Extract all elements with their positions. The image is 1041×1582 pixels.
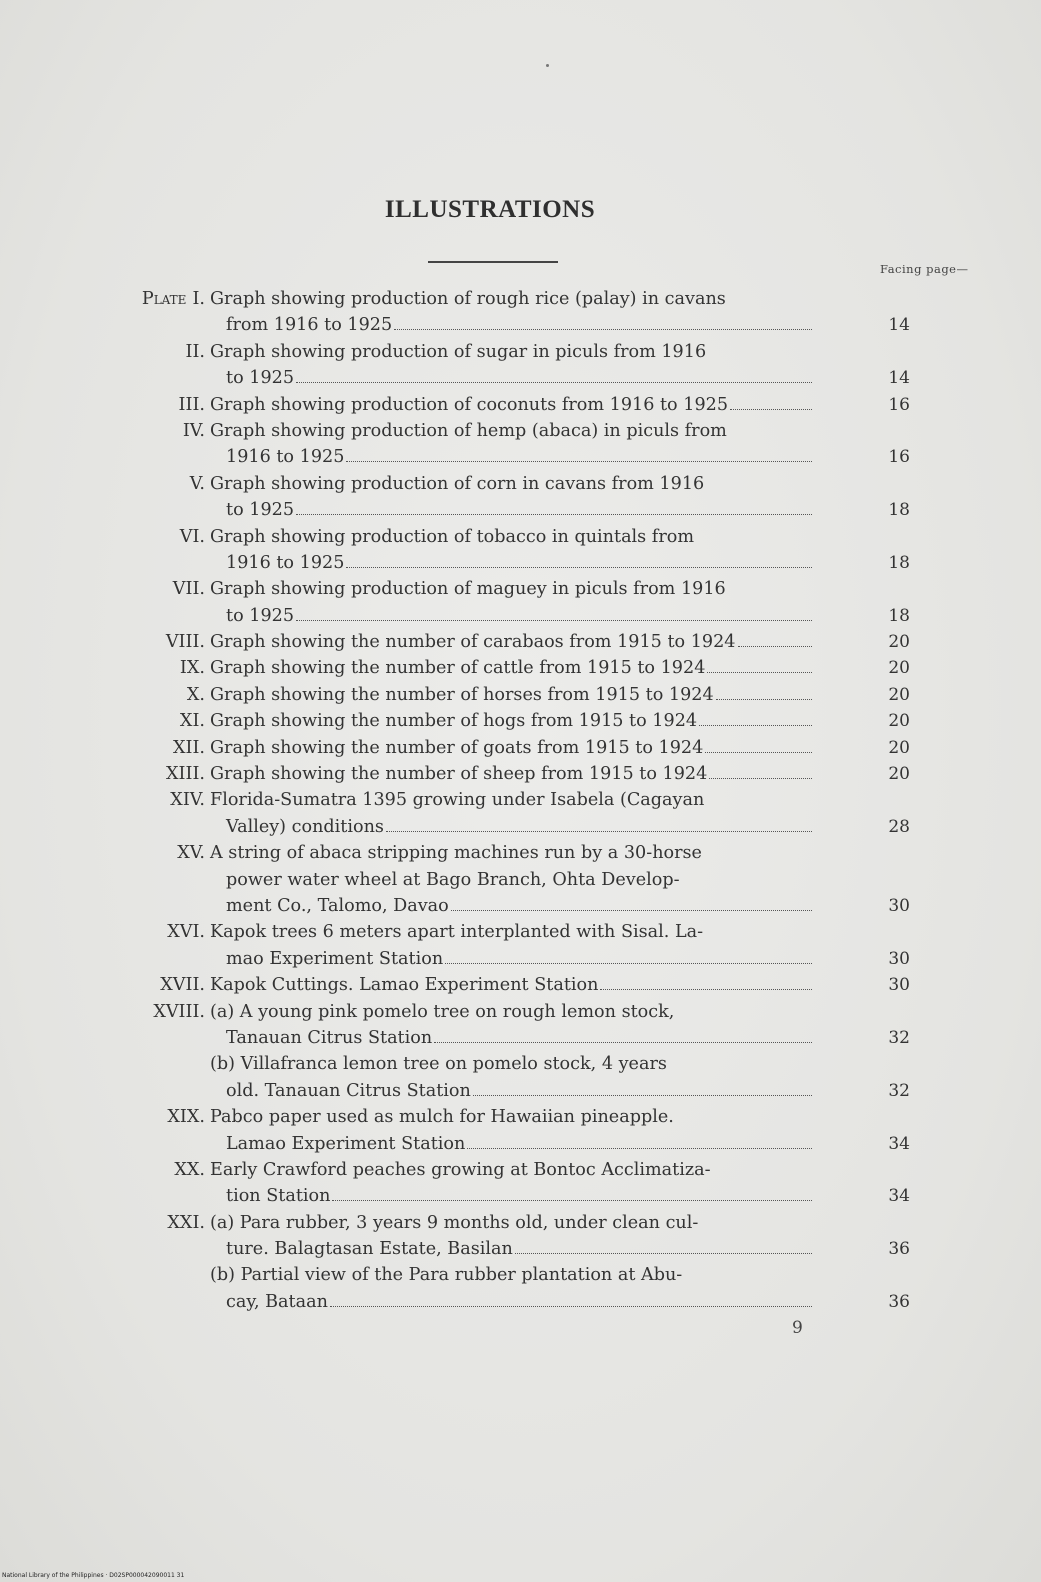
illustration-entry [90, 576, 910, 629]
page-title: ILLUSTRATIONS [384, 196, 596, 223]
entry-line [90, 1078, 910, 1104]
plate-numeral: VI. [179, 526, 205, 547]
entry-line [90, 972, 910, 998]
illustration-entry [90, 999, 910, 1052]
entry-caption: Graph showing production of corn in cavans from 1916 [210, 473, 705, 494]
plate-numeral: XV. [177, 843, 205, 864]
entry-caption: Graph showing production of coconuts from 1916 to 1925 [210, 394, 729, 415]
plate-number [160, 972, 205, 998]
plate-number [142, 286, 205, 312]
entry-line [90, 893, 910, 919]
plate-numeral: XI. [179, 711, 205, 732]
illustration-entry [90, 655, 910, 681]
dot-leader [332, 1199, 812, 1201]
plate-number [167, 919, 205, 945]
illustration-entry [90, 524, 910, 577]
illustration-entry [90, 735, 910, 761]
illustration-entry [90, 1104, 910, 1157]
dot-leader [738, 645, 813, 647]
illustration-entry [90, 418, 910, 471]
entry-caption-continued: Lamao Experiment Station [226, 1133, 466, 1154]
illustration-entry [90, 919, 910, 972]
illustration-entry [90, 1210, 910, 1263]
entry-caption-continued: to 1925 [226, 605, 295, 626]
illustration-entry [90, 471, 910, 524]
entry-caption: Graph showing production of rough rice (palay) in cavans [210, 289, 726, 309]
entry-line [90, 1051, 910, 1077]
illustration-entry [90, 392, 910, 418]
plate-number [166, 761, 205, 787]
entry-caption: Graph showing production of tobacco in quintals from [210, 526, 694, 547]
entry-caption: Pabco paper used as mulch for Hawaiian pineapple. [210, 1107, 674, 1128]
facing-page-number: 20 [888, 658, 910, 679]
plate-number [180, 524, 205, 550]
entry-caption: Kapok Cuttings. Lamao Experiment Station [210, 975, 599, 996]
page-number: 9 [792, 1318, 803, 1338]
plate-number [180, 655, 205, 681]
dot-leader [330, 1305, 812, 1307]
dot-leader [386, 830, 812, 832]
plate-numeral: VIII. [165, 632, 205, 653]
illustration-entry [90, 629, 910, 655]
entry-line [90, 312, 910, 338]
entry-caption-continued: old. Tanauan Citrus Station [226, 1080, 471, 1101]
entry-caption: (b) Partial view of the Para rubber plantation at Abu- [210, 1265, 683, 1286]
facing-page-number: 18 [888, 500, 910, 521]
illustrations-list [90, 286, 910, 1315]
plate-number [167, 1104, 205, 1130]
entry-line [90, 840, 910, 866]
entry-line [90, 814, 910, 840]
dot-leader [346, 460, 812, 462]
entry-line [90, 761, 910, 787]
plate-numeral: X. [186, 684, 205, 705]
entry-line [90, 946, 910, 972]
plate-numeral: IX. [179, 658, 205, 679]
entry-caption: Graph showing production of hemp (abaca) in piculs from [210, 420, 727, 441]
entry-line [90, 1236, 910, 1262]
illustration-entry [90, 1051, 910, 1104]
facing-page-number: 14 [888, 315, 910, 336]
entry-line [90, 365, 910, 391]
illustration-entry [90, 840, 910, 919]
entry-caption: A string of abaca stripping machines run by a 30-horse [210, 843, 702, 864]
entry-caption: Graph showing production of maguey in piculs from 1916 [210, 579, 726, 600]
entry-caption-continued: to 1925 [226, 368, 295, 389]
plate-numeral: XVIII. [153, 1001, 205, 1022]
entry-caption-continued: mao Experiment Station [226, 948, 444, 969]
entry-caption-continued: ment Co., Talomo, Davao [226, 895, 449, 916]
entry-line [90, 1262, 910, 1288]
dot-leader [467, 1147, 812, 1149]
dot-leader [296, 381, 812, 383]
dot-leader [296, 619, 812, 621]
dot-leader [515, 1252, 812, 1254]
entry-caption-continued: Tanauan Citrus Station [226, 1027, 433, 1048]
dot-leader [473, 1094, 812, 1096]
entry-caption: (a) Para rubber, 3 years 9 months old, under clean cul- [210, 1212, 699, 1233]
entry-caption: Graph showing production of sugar in piculs from 1916 [210, 341, 707, 362]
entry-line [90, 1289, 910, 1315]
entry-caption-continued: tion Station [226, 1186, 331, 1207]
paper-speck [546, 64, 549, 67]
entry-line [90, 735, 910, 761]
dot-leader [445, 962, 812, 964]
entry-line [90, 787, 910, 813]
plate-numeral: XVII. [160, 975, 205, 996]
dot-leader [709, 777, 812, 779]
dot-leader [705, 751, 812, 753]
entry-caption: Graph showing the number of carabaos from 1915 to 1924 [210, 632, 736, 653]
plate-numeral: XIV. [170, 790, 205, 811]
entry-caption: Kapok trees 6 meters apart interplanted with Sisal. La- [210, 922, 704, 943]
entry-line [90, 550, 910, 576]
plate-number [186, 339, 206, 365]
entry-line [90, 1025, 910, 1051]
plate-numeral: III. [178, 394, 205, 415]
dot-leader [296, 513, 812, 515]
entry-line [90, 1157, 910, 1183]
facing-page-number: 28 [888, 816, 910, 837]
facing-page-number: 18 [888, 605, 910, 626]
facing-page-number: 14 [888, 368, 910, 389]
entry-line [90, 1210, 910, 1236]
facing-page-number: 20 [888, 737, 910, 758]
plate-number [166, 629, 205, 655]
plate-numeral: XII. [172, 737, 205, 758]
facing-page-number: 16 [888, 394, 910, 415]
entry-line [90, 392, 910, 418]
entry-caption-continued: cay, Bataan [226, 1291, 328, 1312]
facing-page-number: 20 [888, 684, 910, 705]
entry-caption-continued: 1916 to 1925 [226, 552, 345, 573]
facing-page-number: 20 [888, 764, 910, 785]
dot-leader [699, 724, 812, 726]
entry-caption: (b) Villafranca lemon tree on pomelo stock, 4 years [210, 1054, 667, 1075]
facing-page-number: 16 [888, 447, 910, 468]
plate-numeral: I. [192, 289, 205, 309]
facing-page-number: 32 [888, 1027, 910, 1048]
entry-caption-continued: from 1916 to 1925 [226, 315, 393, 336]
facing-page-number: 30 [888, 948, 910, 969]
dot-leader [730, 408, 812, 410]
footer-credit: National Library of the Philippines · D02SP000042090011 31 [2, 1572, 185, 1579]
entry-line [90, 708, 910, 734]
facing-page-number: 20 [888, 632, 910, 653]
entry-line [90, 999, 910, 1025]
entry-caption-continued: power water wheel at Bago Branch, Ohta Develop- [226, 869, 680, 890]
entry-line [90, 576, 910, 602]
entry-caption-continued: to 1925 [226, 500, 295, 521]
entry-caption: Graph showing the number of sheep from 1915 to 1924 [210, 764, 708, 785]
entry-line [90, 629, 910, 655]
entry-line [90, 471, 910, 497]
illustration-entry [90, 682, 910, 708]
entry-caption: (a) A young pink pomelo tree on rough lemon stock, [210, 1001, 675, 1022]
plate-numeral: XXI. [167, 1212, 205, 1233]
dot-leader [451, 909, 812, 911]
facing-page-number: 30 [888, 975, 910, 996]
entry-line [90, 286, 910, 312]
plate-numeral: II. [185, 341, 205, 362]
entry-caption-continued: 1916 to 1925 [226, 447, 345, 468]
illustration-entry [90, 1262, 910, 1315]
illustration-entry [90, 708, 910, 734]
entry-line [90, 1183, 910, 1209]
entry-line [90, 682, 910, 708]
facing-page-number: 34 [888, 1133, 910, 1154]
facing-page-number: 20 [888, 711, 910, 732]
dot-leader [707, 671, 812, 673]
plate-number [177, 840, 205, 866]
plate-numeral: V. [189, 473, 205, 494]
plate-numeral: XIII. [166, 764, 205, 785]
plate-number [174, 1157, 205, 1183]
plate-number [179, 392, 205, 418]
illustration-entry [90, 286, 910, 339]
entry-line [90, 497, 910, 523]
title-rule [428, 261, 558, 263]
entry-line [90, 603, 910, 629]
plate-number [173, 735, 205, 761]
entry-line [90, 444, 910, 470]
illustration-entry [90, 339, 910, 392]
facing-page-header: Facing page— [880, 262, 969, 276]
illustration-entry [90, 1157, 910, 1210]
plate-number [153, 999, 205, 1025]
illustration-entry [90, 787, 910, 840]
facing-page-number: 34 [888, 1186, 910, 1207]
entry-line [90, 418, 910, 444]
dot-leader [434, 1041, 812, 1043]
entry-caption: Graph showing the number of hogs from 1915 to 1924 [210, 711, 698, 732]
entry-caption: Graph showing the number of cattle from 1915 to 1924 [210, 658, 706, 679]
facing-page-number: 32 [888, 1080, 910, 1101]
plate-number [173, 576, 205, 602]
plate-label: Plate [141, 289, 187, 309]
entry-caption-continued: ture. Balagtasan Estate, Basilan [226, 1239, 513, 1260]
plate-numeral: XX. [174, 1159, 205, 1180]
entry-caption: Graph showing the number of goats from 1915 to 1924 [210, 737, 704, 758]
entry-caption: Graph showing the number of horses from 1915 to 1924 [210, 684, 714, 705]
facing-page-number: 18 [888, 552, 910, 573]
dot-leader [716, 698, 812, 700]
entry-line [90, 524, 910, 550]
facing-page-number: 30 [888, 895, 910, 916]
entry-line [90, 1104, 910, 1130]
plate-numeral: VII. [172, 579, 205, 600]
plate-number [167, 1210, 205, 1236]
facing-page-number: 36 [888, 1239, 910, 1260]
entry-line [90, 339, 910, 365]
dot-leader [600, 988, 812, 990]
entry-caption: Early Crawford peaches growing at Bontoc Acclimatiza- [210, 1159, 711, 1180]
plate-number [190, 471, 205, 497]
dot-leader [394, 328, 812, 330]
plate-number [183, 418, 205, 444]
plate-number [180, 708, 205, 734]
plate-numeral: XVI. [167, 922, 205, 943]
dot-leader [346, 566, 812, 568]
entry-caption: Florida-Sumatra 1395 growing under Isabela (Cagayan [210, 790, 705, 811]
plate-number [187, 682, 205, 708]
entry-line [90, 919, 910, 945]
plate-numeral: XIX. [167, 1107, 205, 1128]
facing-page-number: 36 [888, 1291, 910, 1312]
plate-numeral: IV. [182, 420, 205, 441]
entry-line [90, 1131, 910, 1157]
illustration-entry [90, 972, 910, 998]
entry-line [90, 655, 910, 681]
plate-number [170, 787, 205, 813]
entry-caption-continued: Valley) conditions [226, 816, 384, 837]
illustration-entry [90, 761, 910, 787]
entry-line [90, 867, 910, 893]
